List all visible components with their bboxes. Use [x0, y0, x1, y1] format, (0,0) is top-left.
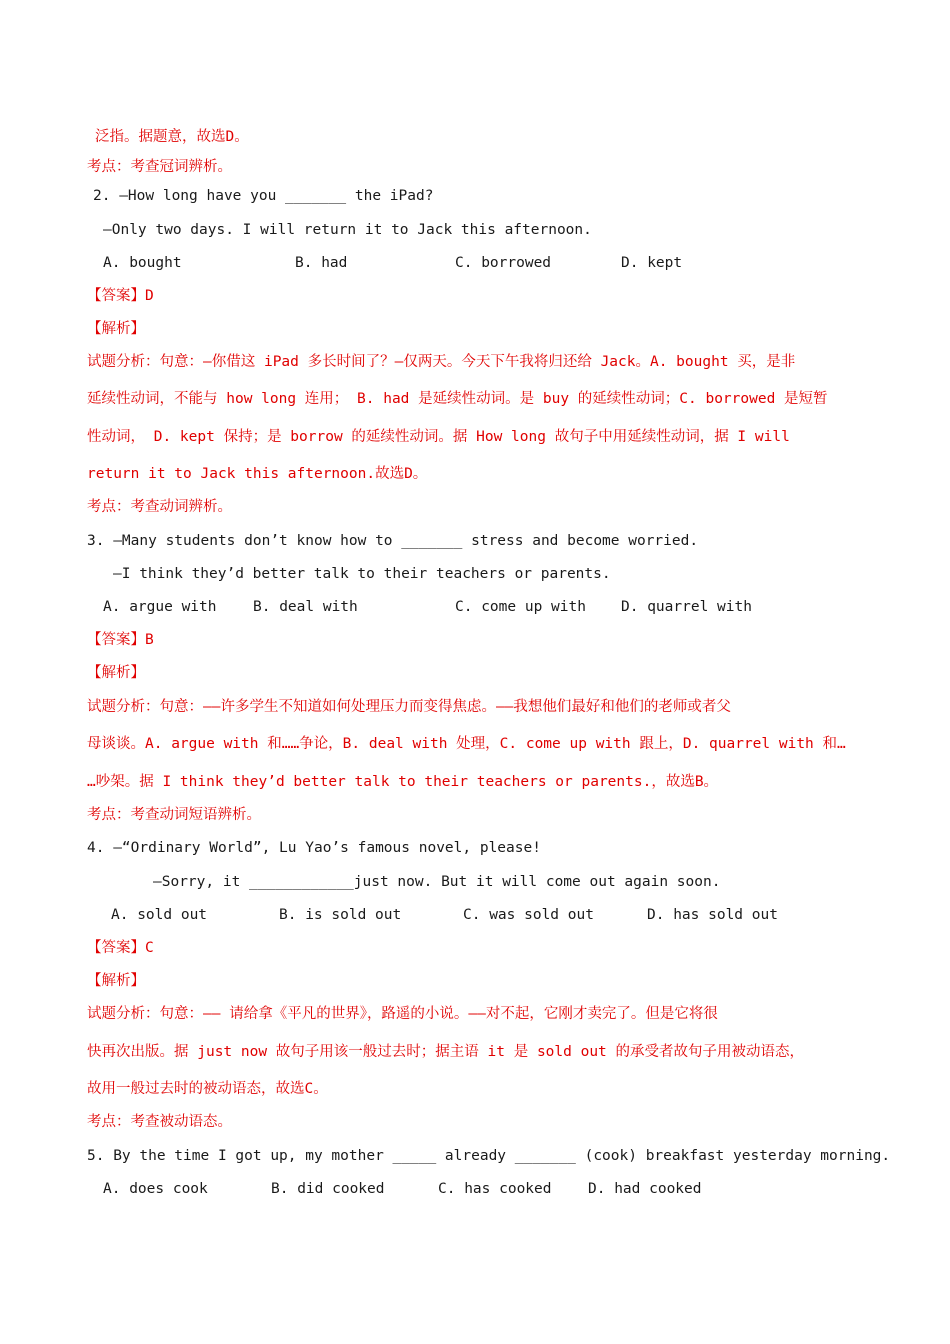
option-a: A. argue with: [103, 599, 217, 615]
explanation-line: 试题分析：句意：—— 请给拿《平凡的世界》，路遥的小说。——对不起，它刚才卖完了。但是它将很: [87, 1006, 718, 1022]
question-stem: 4. —“Ordinary World”, Lu Yao’s famous novel, please!: [87, 840, 541, 856]
question-response: —Sorry, it ____________just now. But it will come out again soon.: [153, 874, 721, 890]
explanation-line: 母谈谈。A. argue with 和……争论，B. deal with 处理，C. come up with 跟上，D. quarrel with 和…: [87, 736, 846, 752]
answer-label: 【答案】: [87, 632, 145, 648]
knowledge-point: 考点：考查动词短语辨析。: [87, 807, 261, 823]
answer-line: [87, 630, 154, 650]
option-c: C. come up with: [455, 599, 586, 615]
question-response: —Only two days. I will return it to Jack this afternoon.: [103, 222, 592, 238]
option-c: C. borrowed: [455, 255, 552, 271]
analysis-label: 【解析】: [87, 973, 145, 989]
answer-value: C: [145, 940, 154, 956]
question-stem: 2. —How long have you _______ the iPad?: [93, 188, 434, 204]
option-d: D. had cooked: [588, 1181, 702, 1197]
question-stem: 5. By the time I got up, my mother _____ already _______ (cook) breakfast yesterday morning.: [87, 1148, 891, 1164]
answer-line: [87, 938, 154, 958]
option-d: D. has sold out: [647, 907, 778, 923]
explanation-line: …吵架。据 I think they’d better talk to their teachers or parents.，故选B。: [87, 774, 719, 790]
option-b: B. did cooked: [271, 1181, 385, 1197]
explanation-line: 试题分析：句意：——许多学生不知道如何处理压力而变得焦虑。——我想他们最好和他们的老师或者父: [87, 699, 731, 715]
answer-value: D: [145, 288, 154, 304]
answer-label: 【答案】: [87, 940, 145, 956]
explanation-line: 性动词， D. kept 保持；是 borrow 的延续性动词。据 How long 故句子中用延续性动词，据 I will: [87, 429, 790, 445]
explanation-line: 快再次出版。据 just now 故句子用该一般过去时；据主语 it 是 sold out 的承受者故句子用被动语态，: [87, 1044, 805, 1060]
option-b: B. is sold out: [279, 907, 402, 923]
option-a: A. does cook: [103, 1181, 208, 1197]
knowledge-point: 考点：考查冠词辨析。: [87, 159, 232, 175]
analysis-label: 【解析】: [87, 321, 145, 337]
explanation-line: 故用一般过去时的被动语态，故选C。: [87, 1081, 328, 1097]
explanation-line: return it to Jack this afternoon.故选D。: [87, 466, 428, 482]
option-d: D. kept: [621, 255, 683, 271]
analysis-label: 【解析】: [87, 665, 145, 681]
question-stem: 3. —Many students don’t know how to _______ stress and become worried.: [87, 533, 699, 549]
answer-line: [87, 286, 154, 306]
option-a: A. bought: [103, 255, 182, 271]
explanation-line: 延续性动词，不能与 how long 连用； B. had 是延续性动词。是 buy 的延续性动词；C. borrowed 是短暂: [87, 391, 828, 407]
answer-label: 【答案】: [87, 288, 145, 304]
option-d: D. quarrel with: [621, 599, 752, 615]
option-b: B. deal with: [253, 599, 358, 615]
answer-value: B: [145, 632, 154, 648]
option-b: B. had: [295, 255, 348, 271]
explanation-line: 试题分析：句意：—你借这 iPad 多长时间了？—仅两天。今天下午我将归还给 Jack。A. bought 买，是非: [87, 354, 796, 370]
explanation-line: 泛指。据题意，故选D。: [95, 129, 249, 145]
option-c: C. has cooked: [438, 1181, 552, 1197]
knowledge-point: 考点：考查被动语态。: [87, 1114, 232, 1130]
knowledge-point: 考点：考查动词辨析。: [87, 499, 232, 515]
question-response: —I think they’d better talk to their teachers or parents.: [113, 566, 611, 582]
option-a: A. sold out: [111, 907, 208, 923]
option-c: C. was sold out: [463, 907, 594, 923]
